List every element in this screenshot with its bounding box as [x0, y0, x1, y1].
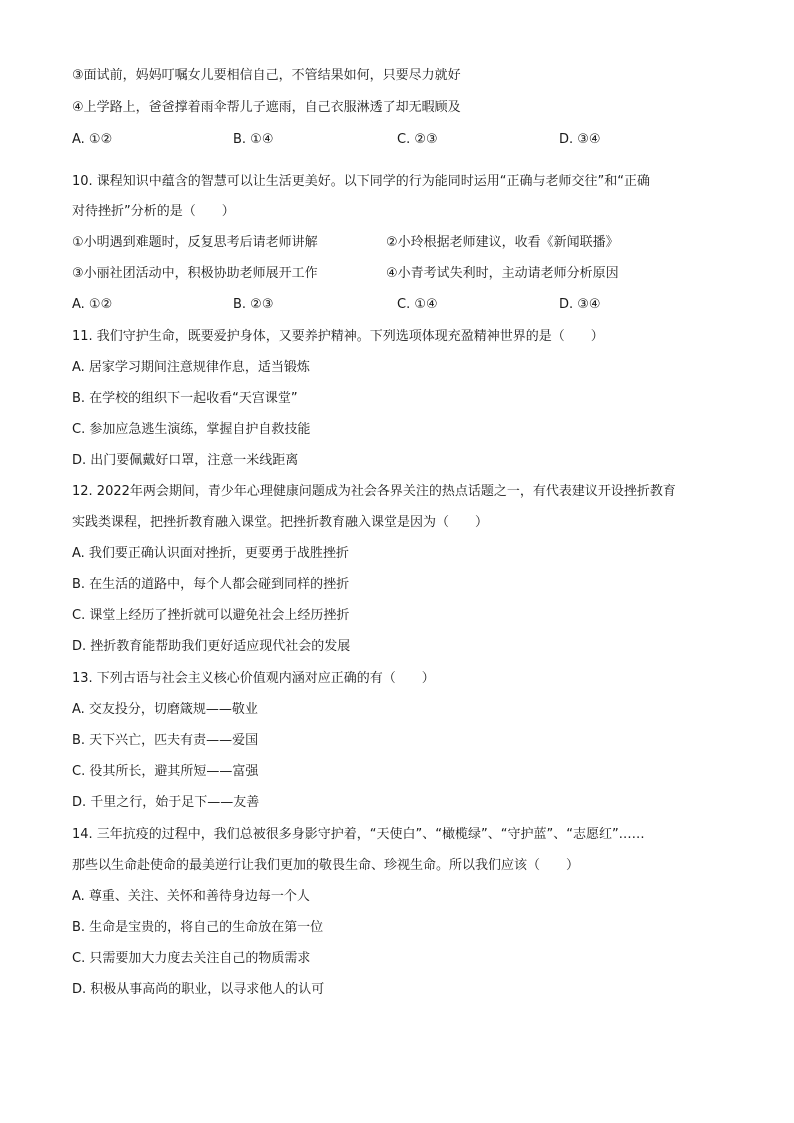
q12-stem-line-2: 实践类课程，把挫折教育融入课堂。把挫折教育融入课堂是因为（ ） [72, 515, 489, 530]
q10-option-c[interactable]: C. ①④ [397, 297, 438, 312]
q14-option-a[interactable]: A. 尊重、关注、关怀和善待身边每一个人 [72, 889, 310, 904]
q10-item-2: ②小玲根据老师建议，收看《新闻联播》 [386, 235, 619, 250]
q12-option-c[interactable]: C. 课堂上经历了挫折就可以避免社会上经历挫折 [72, 608, 350, 623]
q10-option-b[interactable]: B. ②③ [233, 297, 274, 312]
q10-options [72, 296, 752, 314]
q9-item-4: ④上学路上，爸爸撑着雨伞帮儿子遮雨，自己衣服淋透了却无暇顾及 [72, 100, 461, 115]
q12-option-a[interactable]: A. 我们要正确认识面对挫折，更要勇于战胜挫折 [72, 546, 349, 561]
q10-items-row-1 [72, 234, 752, 252]
q9-option-a[interactable]: A. ①② [72, 132, 113, 147]
q9-option-b[interactable]: B. ①④ [233, 132, 274, 147]
q9-item-3: ③面试前，妈妈叮嘱女儿要相信自己，不管结果如何，只要尽力就好 [72, 68, 461, 83]
q10-option-a[interactable]: A. ①② [72, 297, 113, 312]
q10-stem-line-2: 对待挫折”分析的是（ ） [72, 204, 235, 219]
q9-options [72, 131, 752, 149]
q12-stem-line-1: 12. 2022年两会期间，青少年心理健康问题成为社会各界关注的热点话题之一，有代表建议开设挫折教育 [72, 484, 676, 499]
q9-option-c[interactable]: C. ②③ [397, 132, 438, 147]
q13-stem: 13. 下列古语与社会主义核心价值观内涵对应正确的有（ ） [72, 671, 435, 686]
q10-item-1: ①小明遇到难题时，反复思考后请老师讲解 [72, 235, 318, 250]
q14-stem-line-1: 14. 三年抗疫的过程中，我们总被很多身影守护着，“天使白”、“橄榄绿”、“守护蓝”、“志愿红”…… [72, 827, 645, 842]
q11-option-a[interactable]: A. 居家学习期间注意规律作息，适当锻炼 [72, 360, 310, 375]
q12-option-d[interactable]: D. 挫折教育能帮助我们更好适应现代社会的发展 [72, 639, 351, 654]
q10-item-4: ④小青考试失利时，主动请老师分析原因 [386, 266, 619, 281]
q11-option-c[interactable]: C. 参加应急逃生演练，掌握自护自救技能 [72, 422, 311, 437]
q14-option-d[interactable]: D. 积极从事高尚的职业，以寻求他人的认可 [72, 982, 325, 997]
q10-item-3: ③小丽社团活动中，积极协助老师展开工作 [72, 266, 318, 281]
q13-option-a[interactable]: A. 交友投分，切磨箴规——敬业 [72, 702, 258, 717]
q10-option-d[interactable]: D. ③④ [559, 297, 601, 312]
q13-option-b[interactable]: B. 天下兴亡，匹夫有责——爱国 [72, 733, 259, 748]
q10-items-row-2 [72, 265, 752, 283]
q9-option-d[interactable]: D. ③④ [559, 132, 601, 147]
q14-option-c[interactable]: C. 只需要加大力度去关注自己的物质需求 [72, 951, 311, 966]
q11-option-b[interactable]: B. 在学校的组织下一起收看“天宫课堂” [72, 391, 298, 406]
q10-stem-line-1: 10. 课程知识中蕴含的智慧可以让生活更美好。以下同学的行为能同时运用“正确与老师交往”和“正确 [72, 174, 651, 189]
q13-option-d[interactable]: D. 千里之行，始于足下——友善 [72, 795, 260, 810]
q11-option-d[interactable]: D. 出门要佩戴好口罩，注意一米线距离 [72, 453, 299, 468]
q13-option-c[interactable]: C. 役其所长，避其所短——富强 [72, 764, 259, 779]
q11-stem: 11. 我们守护生命，既要爱护身体，又要养护精神。下列选项体现充盈精神世界的是（ ） [72, 329, 604, 344]
q14-stem-line-2: 那些以生命赴使命的最美逆行让我们更加的敬畏生命、珍视生命。所以我们应该（ ） [72, 858, 580, 873]
q12-option-b[interactable]: B. 在生活的道路中，每个人都会碰到同样的挫折 [72, 577, 350, 592]
q14-option-b[interactable]: B. 生命是宝贵的，将自己的生命放在第一位 [72, 920, 324, 935]
